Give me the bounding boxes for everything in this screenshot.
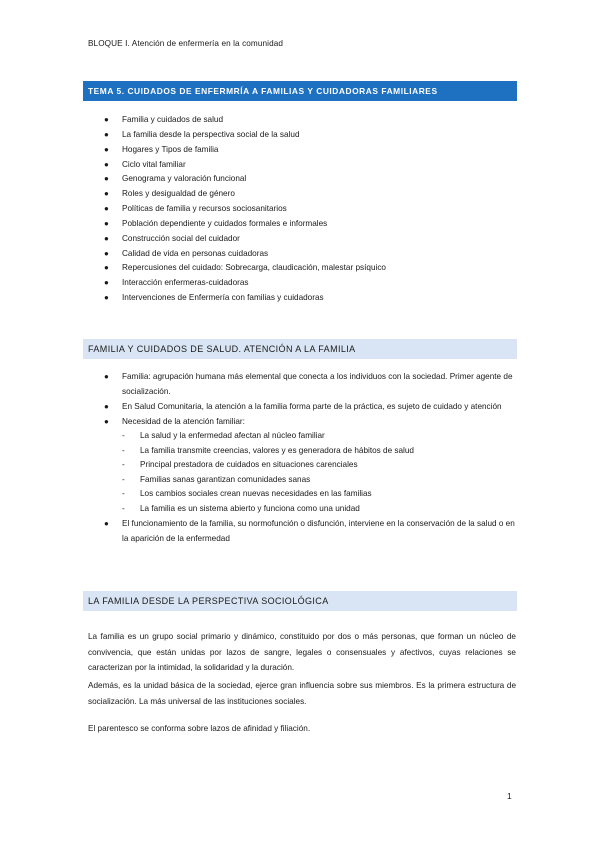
- dash-icon: -: [122, 445, 125, 455]
- list-item: ● Familia y cuidados de salud: [104, 113, 386, 128]
- paragraph: El parentesco se conforma sobre lazos de afinidad y filiación.: [88, 724, 311, 734]
- sublist-item: - La familia es un sistema abierto y funciona como una unidad: [122, 502, 516, 517]
- bullet-icon: ●: [104, 263, 109, 273]
- sublist-item: - Los cambios sociales crean nuevas necesidades en las familias: [122, 487, 516, 502]
- sublist-item: - Principal prestadora de cuidados en situaciones carenciales: [122, 458, 516, 473]
- section-heading-familia-salud: [83, 339, 517, 359]
- running-header: BLOQUE I. Atención de enfermería en la comunidad: [88, 39, 284, 48]
- list-item: ● Intervenciones de Enfermería con familias y cuidadoras: [104, 291, 386, 306]
- page-number: 1: [507, 791, 512, 801]
- list-item: ● Calidad de vida en personas cuidadoras: [104, 247, 386, 262]
- bullet-icon: ●: [104, 248, 109, 258]
- section-title: LA FAMILIA DESDE LA PERSPECTIVA SOCIOLÓGICA: [88, 596, 329, 606]
- sublist-item: - La salud y la enfermedad afectan al núcleo familiar: [122, 429, 516, 444]
- list-item: ● Políticas de familia y recursos sociosanitarios: [104, 202, 386, 217]
- bullet-icon: ●: [104, 293, 109, 303]
- bullet-icon: ●: [104, 115, 109, 124]
- list-item: ● La familia desde la perspectiva social de la salud: [104, 128, 386, 143]
- bullet-icon: ●: [104, 372, 109, 381]
- paragraph: La familia es un grupo social primario y dinámico, constituido por dos o más personas, que forman un núcleo de convivencia, que están unidas por lazos de sangre, legales o consensuales y afectivos, cuyas relaciones se caracterizan por la intimidad, la solidaridad y la duración.: [88, 632, 516, 672]
- necesidad-sublist: [122, 429, 516, 516]
- dash-icon: -: [122, 489, 125, 498]
- section-heading-tema5: [83, 81, 517, 101]
- bullet-icon: ●: [104, 278, 109, 288]
- bullet-icon: ●: [104, 189, 109, 199]
- sublist-item: - La familia transmite creencias, valores y es generadora de hábitos de salud: [122, 444, 516, 459]
- list-item: ● En Salud Comunitaria, la atención a la familia forma parte de la práctica, es sujeto de cuidado y atención: [104, 399, 516, 414]
- section-title: TEMA 5. CUIDADOS DE ENFERMRÍA A FAMILIAS Y CUIDADORAS FAMILIARES: [88, 86, 438, 96]
- list-item: ● Genograma y valoración funcional: [104, 172, 386, 187]
- list-item: ● Repercusiones del cuidado: Sobrecarga, claudicación, malestar psíquico: [104, 261, 386, 276]
- bullet-icon: ●: [104, 204, 109, 214]
- list-item: ● Población dependiente y cuidados formales e informales: [104, 217, 386, 232]
- familia-list: [104, 369, 516, 546]
- dash-icon: -: [122, 474, 125, 484]
- dash-icon: -: [122, 431, 125, 440]
- list-item: ● Ciclo vital familiar: [104, 158, 386, 173]
- list-item: ● Construcción social del cuidador: [104, 232, 386, 247]
- section-heading-sociologica: [83, 591, 517, 611]
- list-item: ● Interacción enfermeras-cuidadoras: [104, 276, 386, 291]
- bullet-icon: ●: [104, 159, 109, 169]
- paragraph: Además, es la unidad básica de la sociedad, ejerce gran influencia sobre sus miembros. Es la primera estructura de socialización. La más universal de las instituciones sociales.: [88, 681, 516, 706]
- bullet-icon: ●: [104, 417, 109, 426]
- topic-list: [104, 113, 386, 306]
- list-item: ● Familia: agrupación humana más elemental que conecta a los individuos con la sociedad. Primer agente de socialización.: [104, 369, 516, 399]
- bullet-icon: ●: [104, 129, 109, 139]
- bullet-icon: ●: [104, 144, 109, 154]
- section-title: FAMILIA Y CUIDADOS DE SALUD. ATENCIÓN A LA FAMILIA: [88, 344, 356, 354]
- dash-icon: -: [122, 503, 125, 513]
- bullet-icon: ●: [104, 218, 109, 228]
- bullet-icon: ●: [104, 402, 109, 411]
- sublist-item: - Familias sanas garantizan comunidades sanas: [122, 473, 516, 488]
- list-item: ● El funcionamiento de la familia, su normofunción o disfunción, interviene en la conservación de la salud o en la aparición de la enfermedad: [104, 516, 516, 546]
- dash-icon: -: [122, 460, 125, 469]
- list-item: ● Necesidad de la atención familiar: - La salud y la enfermedad afectan al núcleo familiar - La familia transmite creencias, valores y es generadora de hábitos de salud - Principal prestadora de cuidados en situaciones carenciales - Familias sanas garantizan comunidades sanas - Los cambios sociales crean nuevas necesidades en las familias - La familia es un sistema abierto y funciona como una unidad: [104, 414, 516, 516]
- list-item: ● Roles y desigualdad de género: [104, 187, 386, 202]
- bullet-icon: ●: [104, 174, 109, 184]
- bullet-icon: ●: [104, 519, 109, 528]
- bullet-icon: ●: [104, 233, 109, 243]
- list-item: ● Hogares y Tipos de familia: [104, 143, 386, 158]
